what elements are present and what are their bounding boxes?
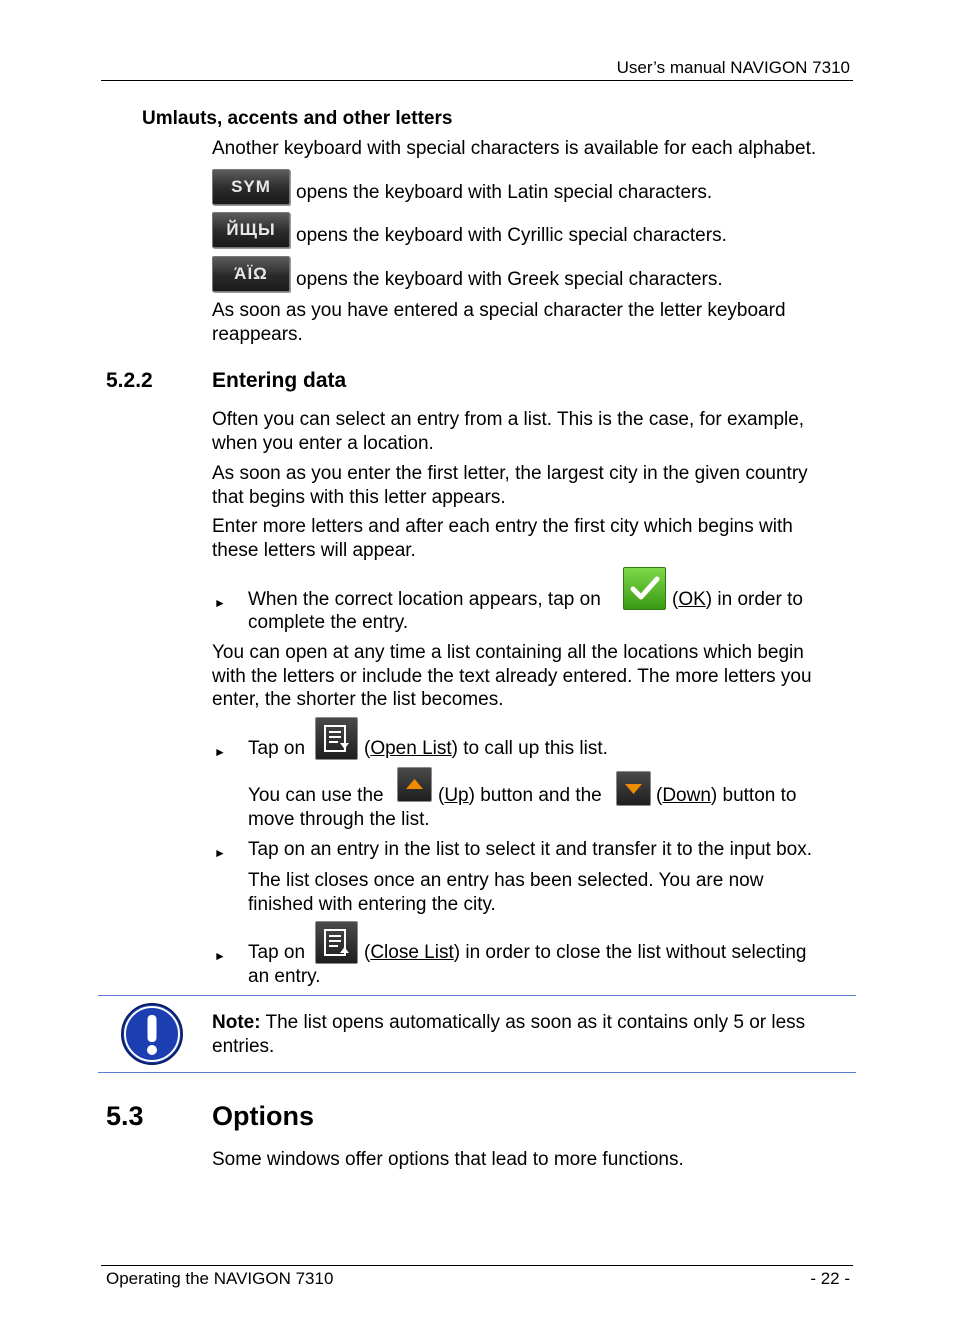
cyrillic-description: opens the keyboard with Cyrillic special characters. [296,225,727,246]
bullet-close-list-pre: Tap on [248,942,306,963]
bullet-ok-text: When the correct location appears, tap on [248,589,601,610]
open-list-post: ) to call up this list. [451,738,608,759]
paren-open: ( [656,785,663,806]
umlauts-after-line1: As soon as you have entered a special character the letter keyboard [212,300,786,321]
close-list-icon [315,921,358,964]
up-link: Up [444,785,469,806]
paragraph-line: Often you can select an entry from a list. This is the case, for example, [212,409,805,430]
list-closes-text [248,869,763,916]
running-header: User’s manual NAVIGON 7310 [616,58,850,77]
paragraph [212,408,804,455]
bullet-marker: ► [214,846,226,860]
footer-rule [101,1265,853,1266]
sym-description: opens the keyboard with Latin special characters. [296,182,713,203]
paragraph-line: finished with entering the city. [248,893,496,915]
paren-open: ( [438,785,445,806]
open-list-link: Open List [370,738,452,759]
greek-keyboard-button: ΆΪΩ [212,256,290,292]
section-number: 5.3 [106,1101,144,1131]
paragraph-line: Enter more letters and after each entry the first city which begins with [212,516,793,537]
note-top-rule [98,995,856,996]
paragraph-line: enter, the shorter the list becomes. [212,689,504,710]
paragraph-line: that begins with this letter appears. [212,486,506,508]
cyrillic-keyboard-button: ЙЩЫ [212,212,290,248]
open-list-icon [315,717,358,760]
exclamation-icon [120,1002,184,1066]
ok-check-icon [623,567,666,610]
greek-description: opens the keyboard with Greek special characters. [296,269,723,290]
sym-keyboard-button: SYM [212,169,290,205]
note-text [212,1011,805,1058]
ok-post: ) in order to [705,589,803,610]
note-body: The list opens automatically as soon as it contains only 5 or less [260,1012,806,1033]
umlauts-intro: Another keyboard with special characters is available for each alphabet. [212,138,817,159]
umlauts-heading: Umlauts, accents and other letters [142,108,453,129]
up-down-text [438,784,602,808]
bullet-close-list-suffix [364,941,806,965]
paragraph [212,515,793,562]
ok-link: OK [678,589,706,610]
footer-left: Operating the NAVIGON 7310 [106,1269,334,1288]
bullet-select-entry: Tap on an entry in the list to select it and transfer it to the input box. [248,839,812,860]
close-list-link: Close List [370,942,454,963]
bullet-ok-line2: complete the entry. [248,612,409,633]
note-label: Note: [212,1012,261,1033]
page-number: - 22 - [810,1269,850,1288]
down-text [656,784,796,808]
paragraph-line: when you enter a location. [212,432,434,454]
bullet-marker: ► [214,596,226,610]
bullet-ok-suffix [672,588,803,612]
bullet-close-list-line2: an entry. [248,966,321,987]
note-body-line2: entries. [212,1035,275,1057]
paragraph-line: with the letters or include the text already entered. The more letters you [212,665,812,687]
bullet-open-list-pre: Tap on [248,738,306,759]
header-rule [101,80,853,81]
close-list-post: ) in order to close the list without selecting [453,942,807,963]
paragraph [212,641,812,712]
paren-open: ( [364,942,371,963]
paren-open: ( [364,738,371,759]
umlauts-after-line2: reappears. [212,323,303,345]
umlauts-after [212,299,786,346]
up-down-line2: move through the list. [248,809,430,830]
down-post: ) button to [710,785,797,806]
paragraph [212,462,808,509]
section-number: 5.2.2 [106,369,153,392]
paragraph-line: You can open at any time a list containing all the locations which begin [212,642,804,663]
paragraph-line: As soon as you enter the first letter, the largest city in the given country [212,463,808,484]
paragraph-line: these letters will appear. [212,539,416,561]
up-mid: ) button and the [468,785,602,806]
options-text: Some windows offer options that lead to more functions. [212,1149,684,1170]
section-title: Entering data [212,369,347,392]
bullet-marker: ► [214,949,226,963]
bullet-open-list-suffix [364,737,608,761]
up-down-pre: You can use the [248,785,384,806]
bullet-marker: ► [214,745,226,759]
up-arrow-icon [397,767,432,802]
paren-open: ( [672,589,679,610]
down-link: Down [662,785,711,806]
paragraph-line: The list closes once an entry has been selected. You are now [248,870,764,891]
section-title: Options [212,1101,314,1131]
note-bottom-rule [98,1072,856,1073]
down-arrow-icon [616,771,651,806]
